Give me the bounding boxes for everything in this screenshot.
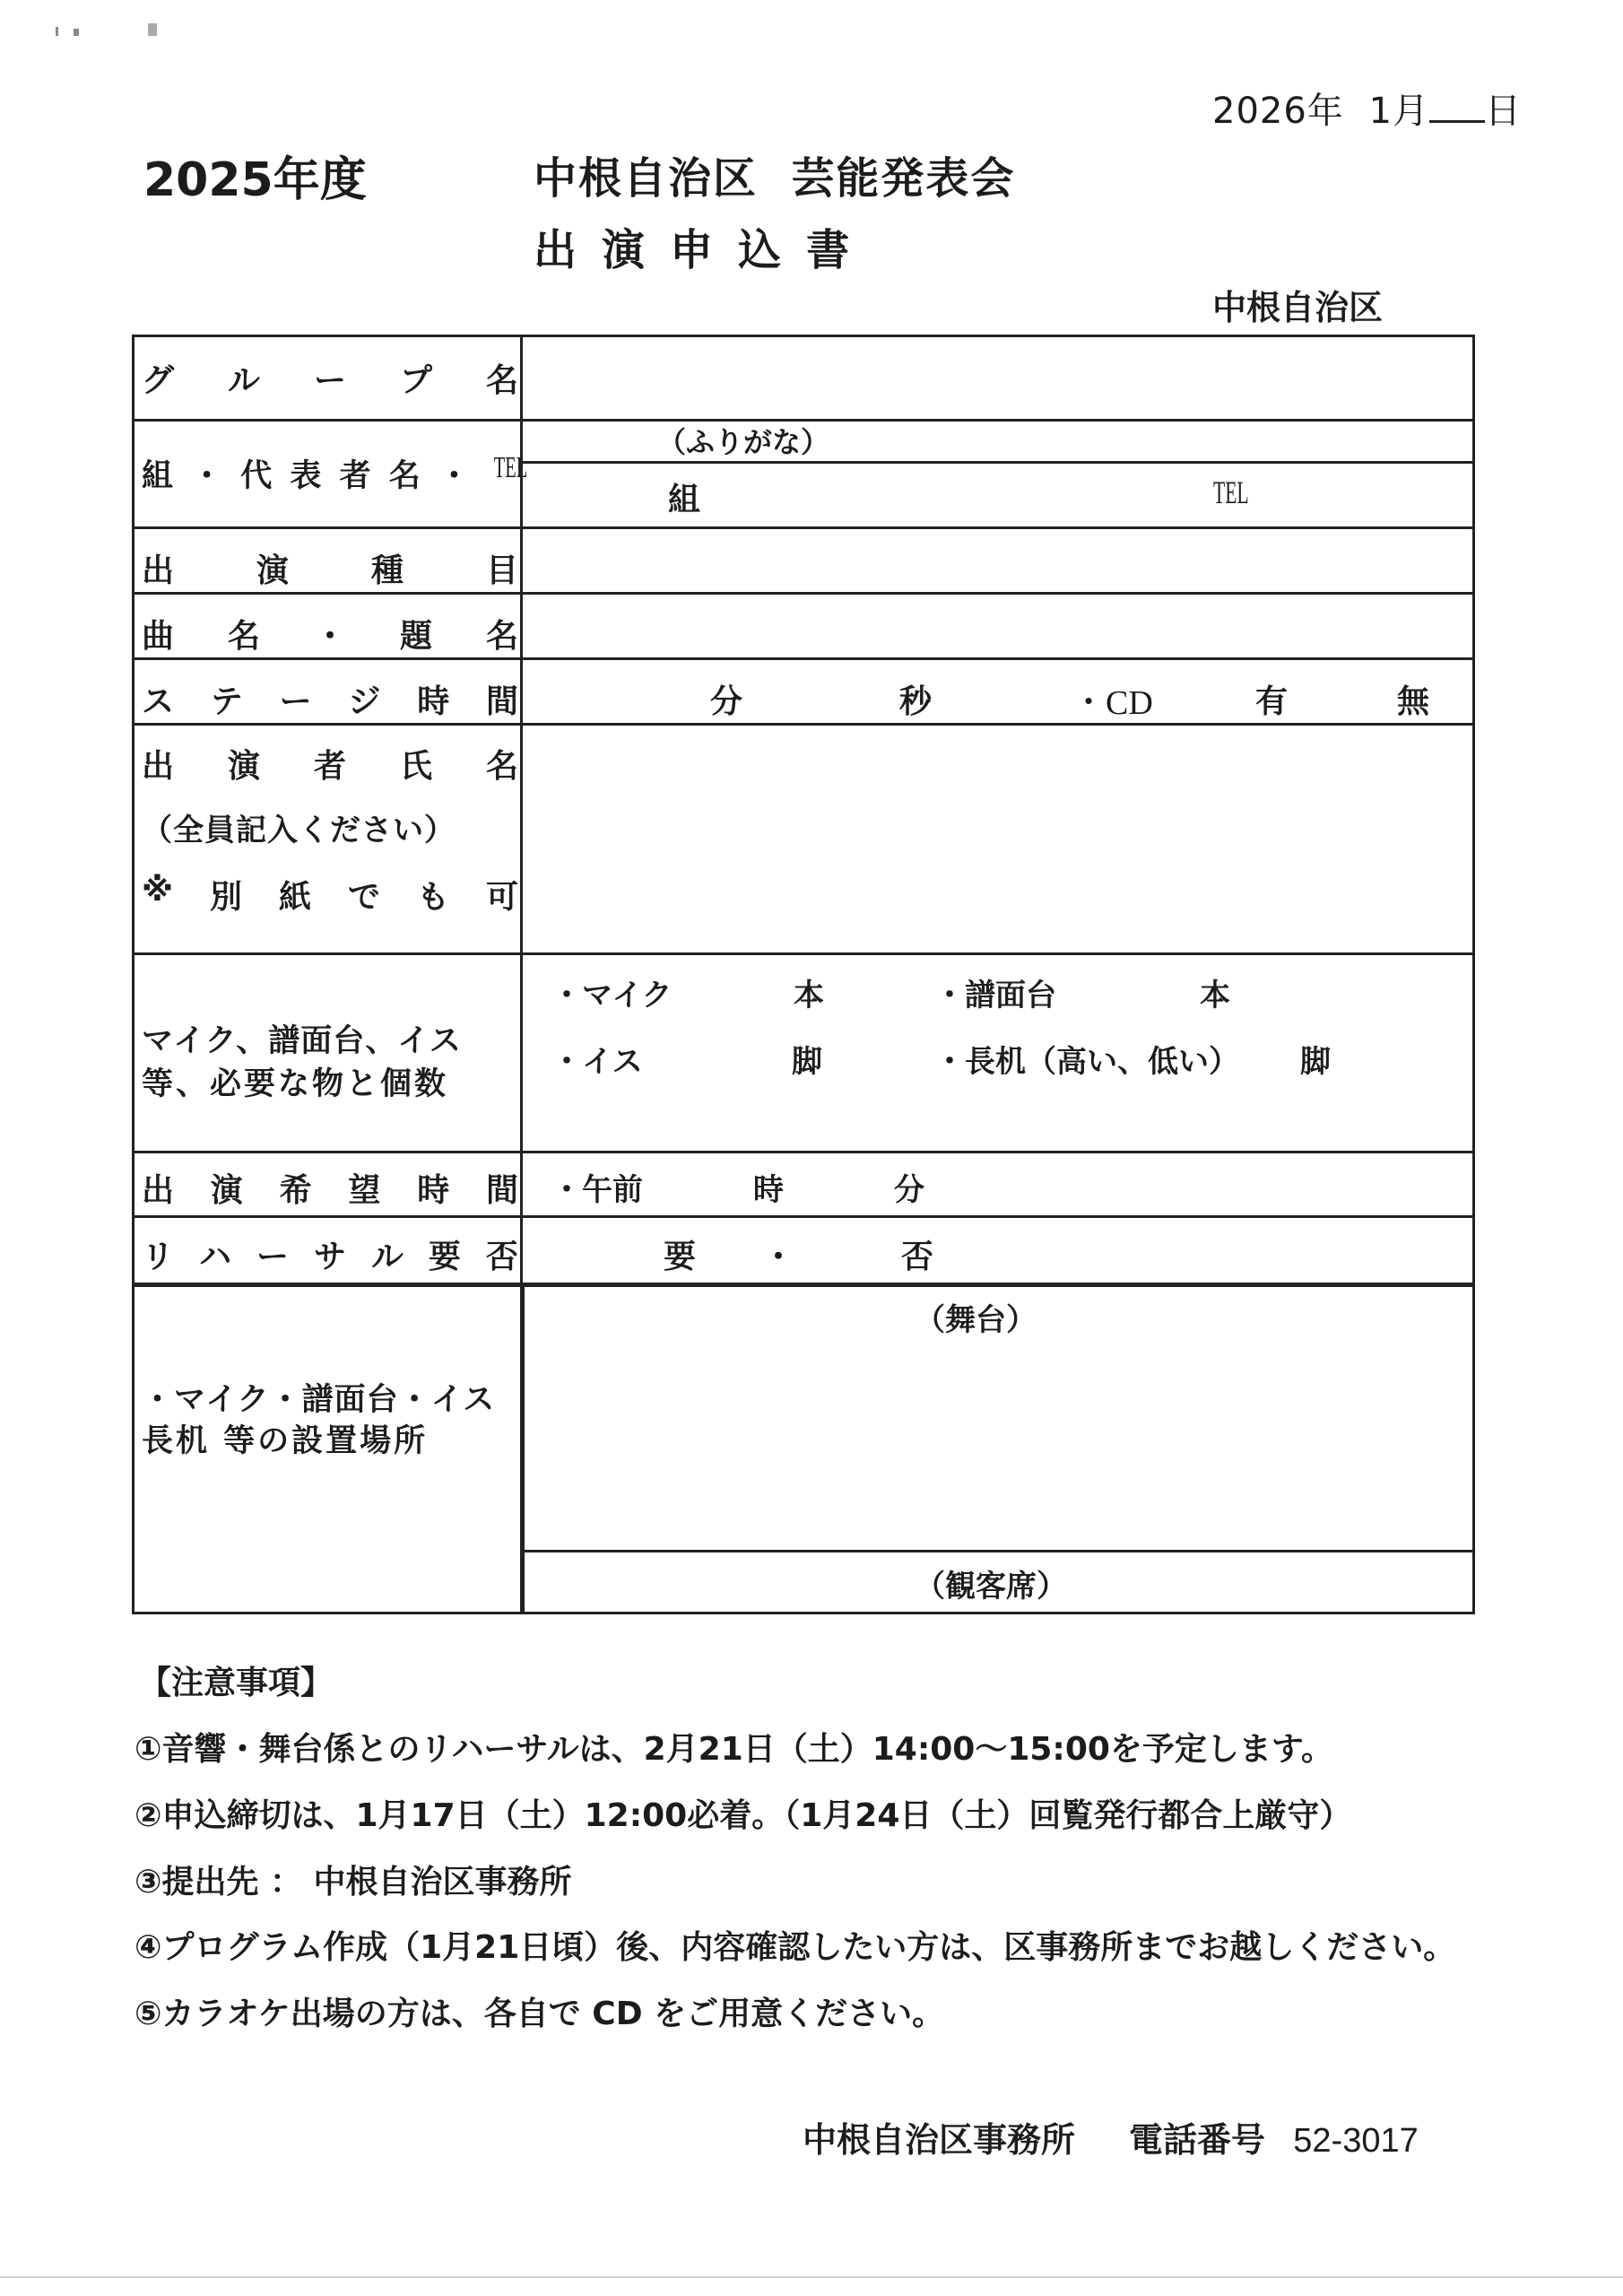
label-char: サ — [313, 1239, 346, 1275]
label-char: 演 — [256, 552, 289, 589]
label-char: ハ — [198, 1239, 231, 1275]
stage-audience-divider — [520, 1550, 1475, 1552]
audience-label: （観客席） — [915, 1569, 1067, 1605]
cd-label: ・CD — [1072, 684, 1153, 722]
label-char: も — [416, 879, 449, 916]
label-separate-sheet-ok — [142, 872, 518, 918]
label-group-name — [142, 355, 518, 401]
placement-box-border — [520, 1283, 525, 1614]
mic-unit: 本 — [794, 978, 824, 1013]
group-name-field[interactable] — [525, 340, 1471, 416]
label-char: ー — [279, 683, 312, 720]
fiscal-year: 2025年度 — [143, 153, 367, 207]
scan-speck — [74, 29, 79, 36]
label-char: 出 — [142, 552, 175, 589]
label-char: ・ — [313, 618, 346, 655]
label-char: 否 — [485, 1239, 518, 1275]
minutes-label: 分 — [710, 683, 743, 720]
label-char: 目 — [485, 552, 518, 589]
label-char: ル — [370, 1239, 404, 1275]
label-char: ジ — [348, 683, 381, 720]
label-equipment-line2: 等、必要な物と個数 — [142, 1066, 449, 1102]
representative-name-field[interactable] — [717, 465, 1219, 524]
title-char: 書 — [806, 225, 850, 275]
label-char: 可 — [485, 879, 518, 916]
title-char: 申 — [670, 225, 714, 275]
label-char: ー — [256, 1239, 289, 1275]
long-table-item-label: ・長机（高い、低い） — [934, 1044, 1239, 1080]
date-year: 2026年 — [1212, 91, 1344, 132]
label-preferred-time — [142, 1165, 518, 1211]
seconds-label: 秒 — [899, 683, 933, 720]
furigana-field[interactable] — [525, 422, 1471, 459]
label-char: 別 — [209, 879, 242, 916]
label-char: 名 — [388, 458, 421, 494]
rehearsal-no-option[interactable]: 否 — [901, 1239, 934, 1275]
label-char: 者 — [313, 748, 346, 785]
scan-edge — [0, 2276, 1623, 2278]
performers-field[interactable] — [525, 726, 1471, 949]
furigana-divider — [520, 461, 1475, 464]
label-char: ・ — [438, 458, 470, 494]
rehearsal-yes-option[interactable]: 要 — [664, 1239, 697, 1275]
label-char: テ — [210, 683, 243, 720]
row-divider — [135, 1215, 1475, 1218]
office-name: 中根自治区事務所 — [803, 2120, 1076, 2160]
label-char: 曲 — [142, 618, 175, 655]
label-char: 望 — [348, 1172, 381, 1209]
stage-label: （舞台） — [915, 1302, 1037, 1338]
footer-contact — [803, 2112, 1419, 2161]
label-char: 名 — [227, 618, 260, 655]
label-rehearsal — [142, 1231, 518, 1277]
label-char: ル — [227, 362, 260, 399]
notes-heading: 【注意事項】 — [139, 1665, 334, 1701]
category-field[interactable] — [525, 529, 1471, 590]
label-char: 要 — [428, 1239, 461, 1275]
row-divider — [135, 952, 1475, 955]
note-item: ①音響・舞台係とのリハーサルは、2月21日（土）14:00～15:00を予定します。 — [135, 1731, 1334, 1768]
title-char: 込 — [738, 225, 782, 275]
label-category — [142, 545, 518, 591]
date-day-blank[interactable] — [1429, 93, 1485, 123]
note-item: ③提出先 ： 中根自治区事務所 — [135, 1864, 572, 1900]
chair-unit: 脚 — [792, 1044, 822, 1080]
label-char: 時 — [417, 1172, 450, 1209]
label-char: 出 — [142, 1172, 175, 1209]
label-char: グ — [142, 362, 175, 399]
label-char: 出 — [142, 748, 175, 785]
label-stage-time — [142, 676, 518, 722]
scan-speck — [148, 23, 157, 36]
stage-placement-field[interactable] — [527, 1333, 1471, 1546]
label-char: ー — [313, 362, 346, 399]
mic-item-label: ・マイク — [551, 978, 673, 1013]
title-char: 演 — [602, 225, 646, 275]
label-char: ス — [142, 683, 175, 720]
kumi-label: 組 — [668, 482, 701, 518]
label-tel: TEL — [493, 451, 528, 484]
row-divider — [135, 657, 1475, 660]
label-representative — [142, 451, 528, 496]
page-title: 中根自治区 芸能発表会 — [534, 153, 1016, 204]
label-placement-line1: ・マイク・譜面台・イス — [142, 1382, 496, 1418]
date-day-label: 日 — [1484, 91, 1522, 132]
am-label: ・午前 — [551, 1172, 643, 1208]
row-divider — [135, 1151, 1475, 1153]
label-placement-line2: 長机 等の設置場所 — [142, 1423, 429, 1459]
tel-label: 電話番号 — [1129, 2120, 1266, 2160]
application-date — [1212, 83, 1522, 134]
tel-label: TEL — [1213, 474, 1249, 510]
music-stand-unit: 本 — [1200, 978, 1230, 1013]
long-table-unit: 脚 — [1300, 1044, 1331, 1080]
label-char: ※ — [142, 872, 173, 909]
label-char: 代 — [240, 458, 273, 494]
note-item: ④プログラム作成（1月21日頃）後、内容確認したい方は、区事務所までお越しください。 — [135, 1929, 1456, 1966]
rehearsal-separator: ・ — [762, 1239, 795, 1275]
chair-item-label: ・イス — [551, 1044, 643, 1080]
hour-label: 時 — [753, 1172, 784, 1208]
note-item: ⑤カラオケ出場の方は、各自で CD をご用意ください。 — [135, 1996, 945, 2032]
note-item: ②申込締切は、1月17日（土）12:00必着。（1月24日（土）回覧発行都合上厳守） — [135, 1797, 1352, 1834]
organizer: 中根自治区 — [1212, 288, 1384, 327]
label-song-title — [142, 611, 518, 657]
label-char: 組 — [142, 458, 174, 494]
date-month: 1月 — [1368, 91, 1429, 132]
tel-field[interactable] — [1255, 465, 1471, 524]
label-char: 間 — [485, 1172, 518, 1209]
label-char: 氏 — [399, 748, 432, 785]
row-divider — [135, 1283, 1475, 1287]
label-char: 演 — [227, 748, 260, 785]
label-char: プ — [399, 362, 432, 399]
label-char: 題 — [399, 618, 432, 655]
cd-yes-option[interactable]: 有 — [1255, 683, 1289, 720]
label-char: 者 — [339, 458, 371, 494]
song-title-field[interactable] — [525, 595, 1471, 656]
label-equipment-line1: マイク、譜面台、イス — [142, 1023, 462, 1059]
scan-speck — [56, 27, 58, 36]
label-char: 表 — [290, 458, 322, 494]
furigana-label: （ふりがな） — [657, 425, 830, 459]
tel-number: 52-3017 — [1293, 2122, 1419, 2160]
label-char: ・ — [191, 458, 223, 494]
minute-label: 分 — [894, 1172, 924, 1208]
label-char: 名 — [485, 618, 518, 655]
application-form-table — [132, 335, 1475, 1614]
label-performers — [142, 741, 518, 787]
form-title — [534, 215, 874, 277]
label-char: 紙 — [278, 879, 311, 916]
label-char: 名 — [485, 748, 518, 785]
label-char: 名 — [485, 362, 518, 399]
label-char: 演 — [210, 1172, 243, 1209]
cd-no-option[interactable]: 無 — [1397, 683, 1430, 720]
label-char: 種 — [370, 552, 404, 589]
label-char: リ — [142, 1239, 175, 1275]
row-divider — [135, 723, 1475, 726]
label-char: 時 — [417, 683, 450, 720]
label-char: 希 — [279, 1172, 312, 1209]
label-char: で — [347, 879, 380, 916]
label-performers-note: （全員記入ください） — [142, 813, 456, 848]
title-char: 出 — [534, 225, 577, 275]
music-stand-item-label: ・譜面台 — [934, 978, 1056, 1013]
label-char: 間 — [485, 683, 518, 720]
